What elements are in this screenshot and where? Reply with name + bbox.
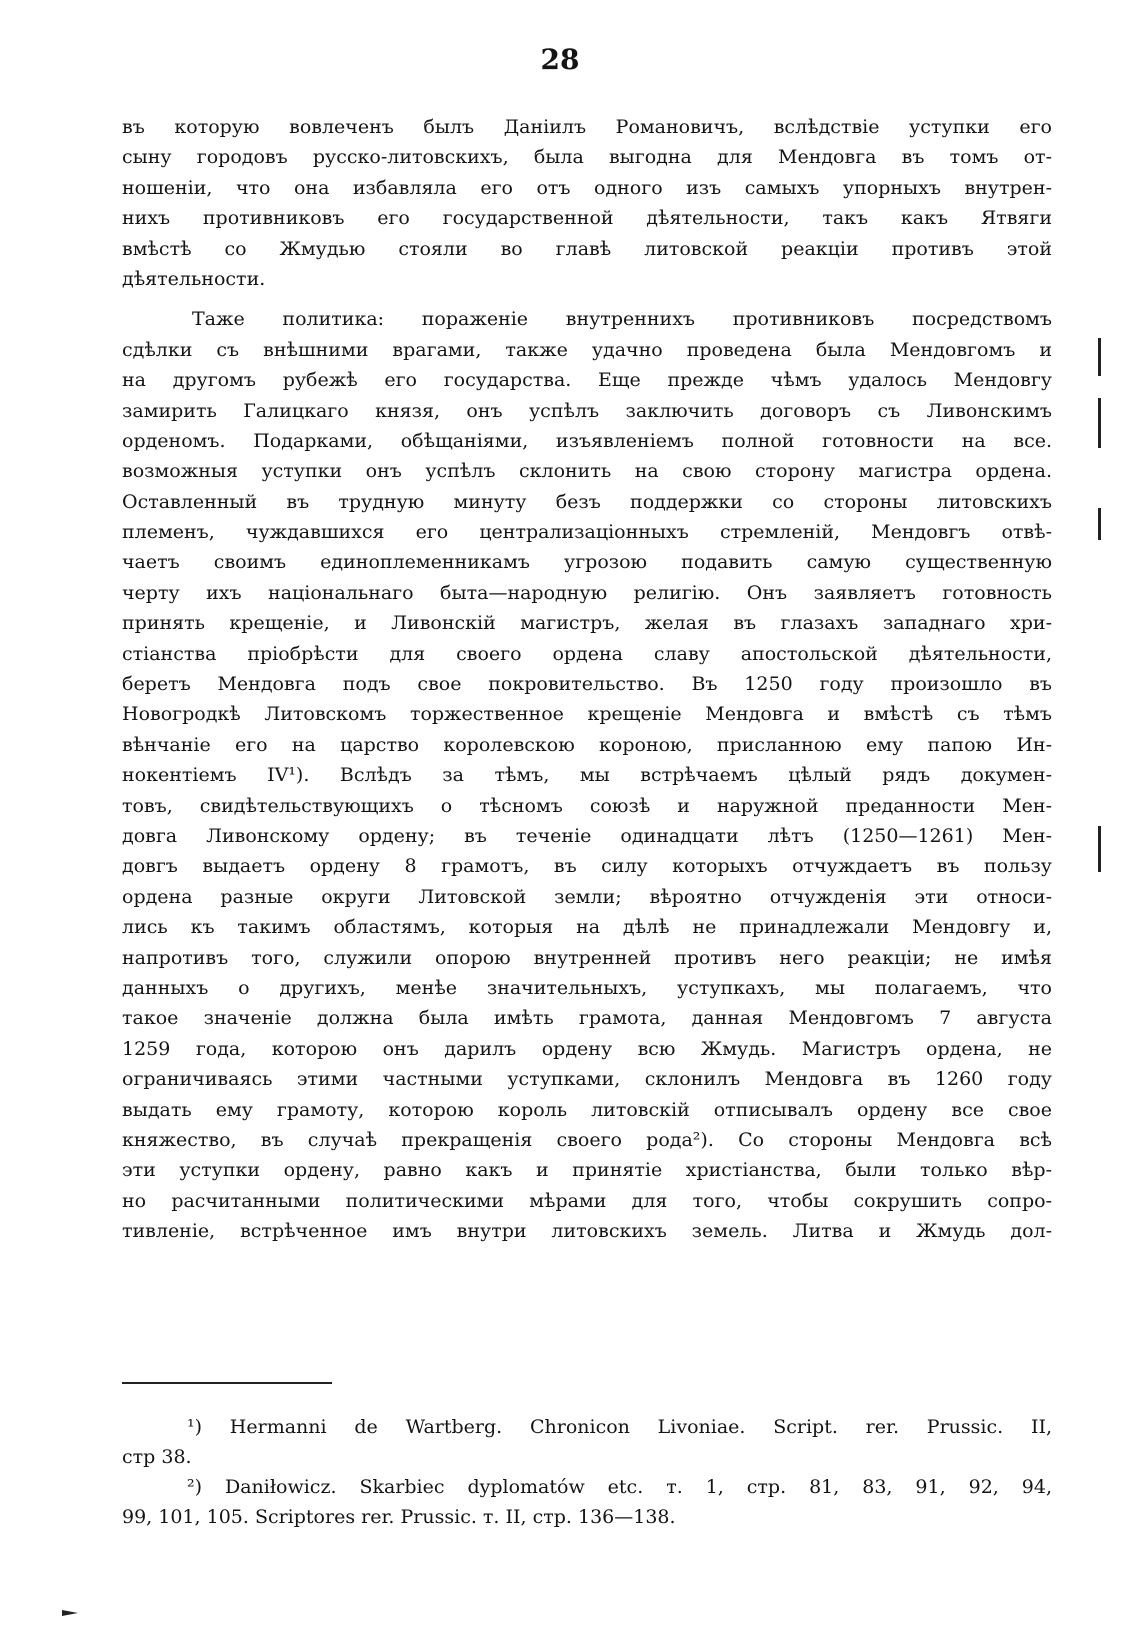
text-line: въ которую вовлеченъ былъ Даніилъ Романовичъ, вслѣдствіе уступки его bbox=[122, 116, 1052, 138]
text-line: племенъ, чуждавшихся его централизаціонныхъ стремленій, Мендовгъ отвѣ- bbox=[122, 521, 1052, 544]
text-line: принять крещеніе, и Ливонскій магистръ, желая въ глазахъ западнаго хри- bbox=[122, 612, 1052, 635]
text-line: княжество, въ случаѣ прекращенія своего рода²). Со стороны Мендовга всѣ bbox=[122, 1128, 1052, 1151]
text-line: Таже политика: пораженіе внутреннихъ противниковъ посредствомъ bbox=[192, 308, 1052, 331]
text-line: сыну городовъ русско-литовскихъ, была выгодна для Мендовга въ томъ от- bbox=[122, 146, 1052, 169]
footnote-line: ¹) Hermanni de Wartberg. Chronicon Livoniae. Script. rer. Prussic. II, bbox=[187, 1416, 1052, 1438]
text-line: ордена разные округи Литовской земли; вѣроятно отчужденія эти относи- bbox=[122, 885, 1052, 908]
text-line: нихъ противниковъ его государственной дѣятельности, такъ какъ Ятвяги bbox=[122, 207, 1052, 230]
footnotes bbox=[122, 1412, 1052, 1532]
footnote-line: 99, 101, 105. Scriptores rer. Prussic. т. II, стр. 136—138. bbox=[122, 1506, 676, 1528]
paragraph-2 bbox=[122, 304, 1052, 1246]
margin-mark bbox=[1098, 338, 1101, 376]
text-line: вмѣстѣ со Жмудью стояли во главѣ литовской реакціи противъ этой bbox=[122, 237, 1052, 260]
margin-mark bbox=[1098, 398, 1101, 448]
text-line: орденомъ. Подарками, обѣщаніями, изъявленіемъ полной готовности на все. bbox=[122, 429, 1052, 452]
page-number: 28 bbox=[540, 43, 580, 76]
corner-mark bbox=[62, 1610, 78, 1616]
text-line: вѣнчаніе его на царство королевскою короною, присланною ему папою Ин- bbox=[122, 733, 1052, 756]
text-line: товъ, свидѣтельствующихъ о тѣсномъ союзѣ и наружной преданности Мен- bbox=[122, 794, 1052, 817]
paragraph-spacer bbox=[122, 294, 1052, 304]
text-line: возможныя уступки онъ успѣлъ склонить на свою сторону магистра ордена. bbox=[122, 460, 1052, 483]
footnote-line: ²) Daniłowicz. Skarbiec dyplomatów etc. т. 1, стр. 81, 83, 91, 92, 94, bbox=[187, 1476, 1052, 1498]
text-line: выдать ему грамоту, которою король литовскій отписывалъ ордену все свое bbox=[122, 1098, 1052, 1121]
text-line: Новогродкѣ Литовскомъ торжественное крещеніе Мендовга и вмѣстѣ съ тѣмъ bbox=[122, 703, 1052, 726]
text-line: сдѣлки съ внѣшними врагами, также удачно проведена была Мендовгомъ и bbox=[122, 338, 1052, 361]
text-line: эти уступки ордену, равно какъ и принятіе христіанства, были только вѣр- bbox=[122, 1159, 1052, 1182]
text-line: ограничиваясь этими частными уступками, склонилъ Мендовга въ 1260 году bbox=[122, 1068, 1052, 1091]
text-line: довгъ выдаетъ ордену 8 грамотъ, въ силу которыхъ отчуждаетъ въ пользу bbox=[122, 855, 1052, 878]
footnote-separator bbox=[122, 1382, 332, 1384]
text-line: замирить Галицкаго князя, онъ успѣлъ заключить договоръ съ Ливонскимъ bbox=[122, 399, 1052, 422]
margin-mark bbox=[1098, 826, 1101, 872]
text-line: Оставленный въ трудную минуту безъ поддержки со стороны литовскихъ bbox=[122, 490, 1052, 513]
text-line: лись къ такимъ областямъ, которыя на дѣлѣ не принадлежали Мендовгу и, bbox=[122, 916, 1052, 939]
text-line: ношеніи, что она избавляла его отъ одного изъ самыхъ упорныхъ внутрен- bbox=[122, 176, 1052, 199]
text-line: беретъ Мендовга подъ свое покровительство. Въ 1250 году произошло въ bbox=[122, 673, 1052, 696]
text-line: чаетъ своимъ единоплеменникамъ угрозою подавить самую существенную bbox=[122, 551, 1052, 574]
text-line: стіанства пріобрѣсти для своего ордена славу апостольской дѣятельности, bbox=[122, 642, 1052, 665]
footnote-line: стр 38. bbox=[122, 1446, 192, 1468]
text-line: на другомъ рубежѣ его государства. Еще прежде чѣмъ удалось Мендовгу bbox=[122, 369, 1052, 392]
text-line: но расчитанными политическими мѣрами для того, чтобы сокрушить сопро- bbox=[122, 1189, 1052, 1212]
text-line: нокентіемъ IV¹). Вслѣдъ за тѣмъ, мы встрѣчаемъ цѣлый рядъ докумен- bbox=[122, 764, 1052, 787]
text-line: дѣятельности. bbox=[122, 267, 266, 290]
text-line: черту ихъ національнаго быта—народную религію. Онъ заявляетъ готовность bbox=[122, 581, 1052, 604]
text-line: тивленіе, встрѣченное имъ внутри литовскихъ земель. Литва и Жмудь дол- bbox=[122, 1220, 1052, 1243]
footnote-1 bbox=[122, 1412, 1052, 1472]
text-line: такое значеніе должна была имѣть грамота, данная Мендовгомъ 7 августа bbox=[122, 1007, 1052, 1030]
text-line: довга Ливонскому ордену; въ теченіе одинадцати лѣтъ (1250—1261) Мен- bbox=[122, 824, 1052, 847]
margin-mark bbox=[1098, 508, 1101, 540]
paragraph-1 bbox=[122, 112, 1052, 294]
footnote-2 bbox=[122, 1472, 1052, 1532]
text-line: данныхъ о другихъ, менѣе значительныхъ, уступкахъ, мы полагаемъ, что bbox=[122, 976, 1052, 999]
text-line: 1259 года, которою онъ дарилъ ордену всю Жмудь. Магистръ ордена, не bbox=[122, 1037, 1052, 1060]
main-text bbox=[122, 112, 1052, 1246]
text-line: напротивъ того, служили опорою внутренней противъ него реакціи; не имѣя bbox=[122, 946, 1052, 969]
